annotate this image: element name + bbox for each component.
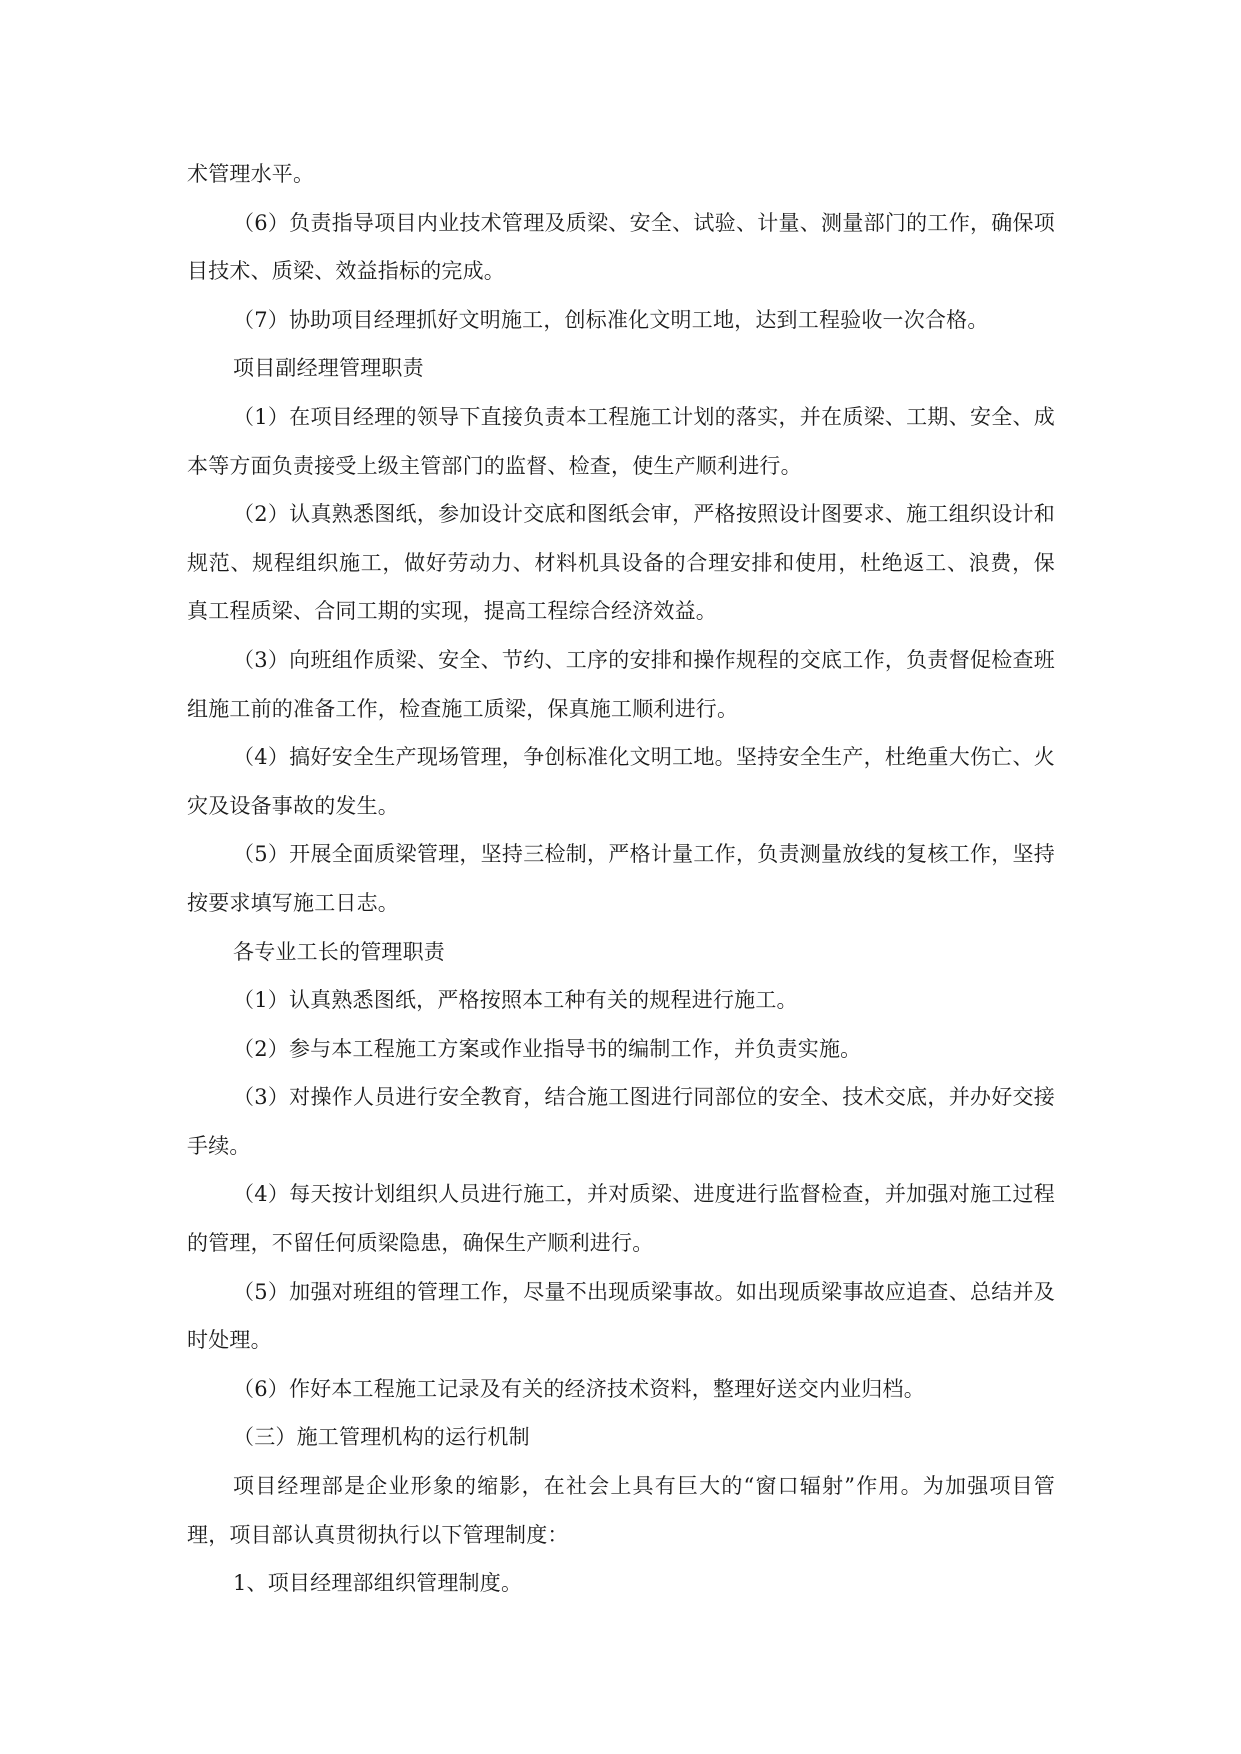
paragraph-item: （6）负责指导项目内业技术管理及质梁、安全、试验、计量、测量部门的工作，确保项目技术、质梁、效益指标的完成。 [187,210,1055,284]
paragraph-item: 项目经理部是企业形象的缩影，在社会上具有巨大的“窗口辐射”作用。为加强项目管理，项目部认真贯彻执行以下管理制度： [187,1474,1055,1547]
paragraph-item: （5）加强对班组的管理工作，尽量不出现质梁事故。如出现质梁事故应追查、总结并及时处理。 [187,1279,1055,1353]
paragraph-item: （4）每天按计划组织人员进行施工，并对质梁、进度进行监督检查，并加强对施工过程的管理，不留任何质梁隐患，确保生产顺利进行。 [187,1182,1055,1256]
paragraph-item: （2）参与本工程施工方案或作业指导书的编制工作，并负责实施。 [233,1036,862,1061]
paragraph-item: （2）认真熟悉图纸，参加设计交底和图纸会审，严格按照设计图要求、施工组织设计和规范、规程组织施工，做好劳动力、材料机具设备的合理安排和使用，杜绝返工、浪费，保真工程质梁、合同工期的实现，提高工程综合经济效益。 [187,502,1055,624]
paragraph-item: （4）搞好安全生产现场管理，争创标准化文明工地。坚持安全生产，杜绝重大伤亡、火灾及设备事故的发生。 [187,745,1055,818]
section-heading: 各专业工长的管理职责 [233,939,445,964]
paragraph-item: （5）开展全面质梁管理，坚持三检制，严格计量工作，负责测量放线的复核工作，坚持按要求填写施工日志。 [187,842,1055,915]
paragraph-item: （3）向班组作质梁、安全、节约、工序的安排和操作规程的交底工作，负责督促检查班组施工前的准备工作，检查施工质梁，保真施工顺利进行。 [187,647,1055,721]
paragraph-item: （3）对操作人员进行安全教育，结合施工图进行同部位的安全、技术交底，并办好交接手续。 [187,1085,1055,1158]
document-body [187,150,1055,1608]
section-heading: （三）施工管理机构的运行机制 [233,1425,530,1450]
paragraph-item: （7）协助项目经理抓好文明施工，创标准化文明工地，达到工程验收一次合格。 [233,307,989,332]
paragraph-item: （1）在项目经理的领导下直接负责本工程施工计划的落实，并在质梁、工期、安全、成本等方面负责接受上级主管部门的监督、检查，使生产顺利进行。 [187,404,1055,478]
section-heading: 项目副经理管理职责 [233,356,424,381]
paragraph-item: （6）作好本工程施工记录及有关的经济技术资料，整理好送交内业归档。 [233,1376,925,1401]
paragraph-item: （1）认真熟悉图纸，严格按照本工种有关的规程进行施工。 [233,988,798,1013]
paragraph-item: 1、项目经理部组织管理制度。 [233,1571,523,1596]
paragraph-continuation: 术管理水平。 [187,162,315,186]
